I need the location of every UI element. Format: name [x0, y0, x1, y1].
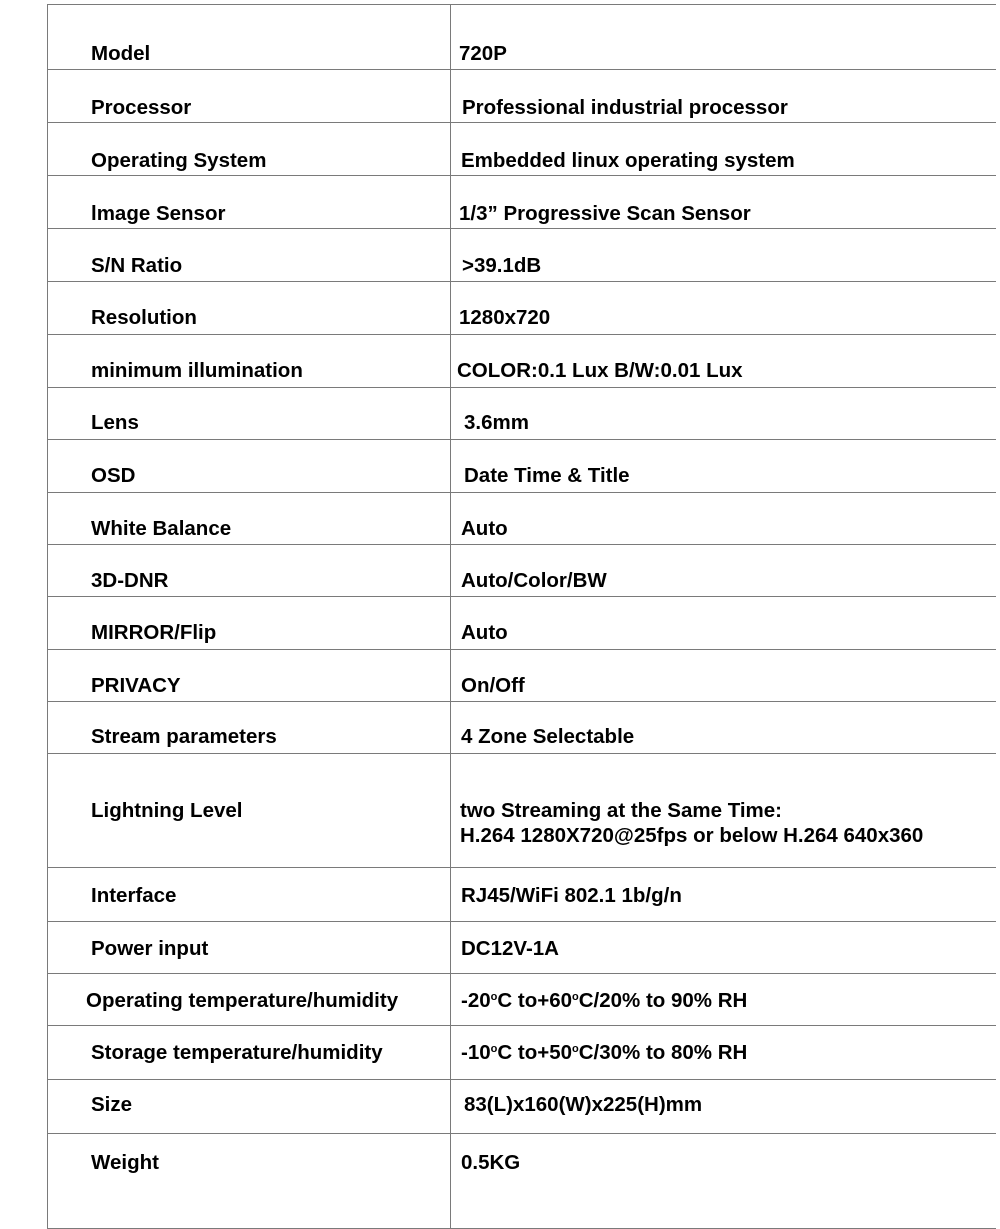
spec-label	[48, 868, 451, 922]
spec-value	[451, 702, 997, 754]
spec-value	[451, 1080, 997, 1134]
spec-label	[48, 1134, 451, 1229]
table-row	[48, 754, 997, 868]
table-row	[48, 974, 997, 1026]
spec-value-text: 720P	[459, 42, 507, 65]
spec-value	[451, 229, 997, 282]
spec-label	[48, 922, 451, 974]
spec-label	[48, 123, 451, 176]
spec-value-text: DC12V-1A	[461, 937, 559, 960]
table-row	[48, 176, 997, 229]
spec-label-text: 3D-DNR	[91, 569, 169, 592]
spec-value-text: On/Off	[461, 674, 525, 697]
spec-value-text: 4 Zone Selectable	[461, 725, 635, 748]
spec-label-text: Interface	[91, 884, 177, 907]
spec-label	[48, 545, 451, 597]
table-row	[48, 1080, 997, 1134]
spec-value	[451, 282, 997, 335]
value-part: -20	[461, 989, 491, 1012]
spec-label	[48, 650, 451, 702]
spec-label-text: PRIVACY	[91, 674, 181, 697]
spec-value	[451, 493, 997, 545]
table-row	[48, 5, 997, 70]
table-row	[48, 650, 997, 702]
spec-value-text	[461, 988, 747, 1013]
spec-value-text: Auto	[461, 621, 508, 644]
spec-value	[451, 597, 997, 650]
spec-label-text: Stream parameters	[91, 725, 277, 748]
degree-mark: o	[490, 991, 498, 1003]
spec-label-text: minimum illumination	[91, 359, 303, 382]
degree-mark: o	[572, 1043, 579, 1055]
spec-value	[451, 545, 997, 597]
table-row	[48, 388, 997, 440]
spec-label	[48, 1080, 451, 1134]
table-row	[48, 597, 997, 650]
spec-label-text: Resolution	[91, 306, 197, 329]
spec-label-text: Processor	[91, 96, 192, 119]
spec-label-text: White Balance	[91, 517, 232, 540]
spec-label	[48, 335, 451, 388]
spec-value-text: 1280x720	[459, 306, 551, 329]
spec-label	[48, 282, 451, 335]
spec-label	[48, 176, 451, 229]
table-row	[48, 493, 997, 545]
spec-value-text: >39.1dB	[462, 254, 542, 277]
spec-label	[48, 493, 451, 545]
spec-label-text: Lens	[91, 411, 139, 434]
spec-value	[451, 922, 997, 974]
spec-value-text: two Streaming at the Same Time:	[460, 799, 783, 822]
spec-label-text: S/N Ratio	[91, 254, 183, 277]
spec-label-text: OSD	[91, 464, 136, 487]
spec-value	[451, 440, 997, 493]
spec-label	[48, 974, 451, 1026]
table-row	[48, 282, 997, 335]
spec-label-text: Size	[91, 1093, 133, 1116]
value-part: -10	[461, 1041, 491, 1064]
spec-value	[451, 176, 997, 229]
spec-label-text: lmage Sensor	[91, 202, 226, 225]
spec-value-text: 83(L)x160(W)x225(H)mm	[464, 1093, 703, 1116]
spec-value	[451, 388, 997, 440]
spec-label	[48, 597, 451, 650]
spec-label-text: Operating temperature/humidity	[86, 989, 399, 1012]
spec-value-text: Date Time & Title	[464, 464, 630, 487]
spec-label	[48, 1026, 451, 1080]
spec-label-text: Lightning Level	[91, 799, 243, 822]
spec-value-text: 3.6mm	[464, 411, 529, 434]
spec-label-text: Weight	[91, 1151, 159, 1174]
spec-label	[48, 70, 451, 123]
spec-value	[451, 123, 997, 176]
spec-label	[48, 440, 451, 493]
spec-label-text: Operating System	[91, 149, 267, 172]
degree-mark: o	[490, 1043, 498, 1055]
spec-value	[451, 1026, 997, 1080]
spec-value-text: RJ45/WiFi 802.1 1b/g/n	[461, 884, 682, 907]
spec-value-text: 1/3” Progressive Scan Sensor	[459, 202, 751, 225]
spec-label-text: Storage temperature/humidity	[91, 1041, 383, 1064]
table-row	[48, 922, 997, 974]
spec-label	[48, 229, 451, 282]
spec-value-text: Auto/Color/BW	[461, 569, 607, 592]
spec-value	[451, 754, 997, 868]
spec-value-text: Professional industrial processor	[462, 96, 788, 119]
spec-value	[451, 5, 997, 70]
table-row	[48, 1134, 997, 1229]
table-row	[48, 545, 997, 597]
value-part: C/20% to 90% RH	[578, 989, 748, 1012]
spec-value	[451, 70, 997, 123]
spec-label	[48, 702, 451, 754]
value-part: C to+60	[497, 989, 572, 1012]
spec-value	[451, 974, 997, 1026]
value-part: C/30% to 80% RH	[578, 1041, 748, 1064]
degree-mark: o	[572, 991, 579, 1003]
table-row	[48, 70, 997, 123]
spec-value	[451, 650, 997, 702]
spec-table	[47, 4, 996, 1229]
spec-value	[451, 868, 997, 922]
spec-value-text: Auto	[461, 517, 508, 540]
table-row	[48, 868, 997, 922]
spec-label	[48, 388, 451, 440]
spec-value-text	[461, 1040, 747, 1065]
spec-label	[48, 754, 451, 868]
table-row	[48, 1026, 997, 1080]
table-row	[48, 335, 997, 388]
spec-label	[48, 5, 451, 70]
spec-value-text: Embedded linux operating system	[461, 149, 795, 172]
spec-label-text: Model	[91, 42, 151, 65]
spec-value-text: H.264 1280X720@25fps or below H.264 640x360	[460, 824, 924, 847]
table-row	[48, 229, 997, 282]
table-row	[48, 123, 997, 176]
spec-label-text: MIRROR/Flip	[91, 621, 217, 644]
spec-value-text: 0.5KG	[461, 1151, 521, 1174]
table-row	[48, 702, 997, 754]
spec-value	[451, 335, 997, 388]
spec-label-text: Power input	[91, 937, 209, 960]
spec-value	[451, 1134, 997, 1229]
value-part: C to+50	[497, 1041, 572, 1064]
table-row	[48, 440, 997, 493]
spec-value-text: COLOR:0.1 Lux B/W:0.01 Lux	[457, 359, 743, 382]
